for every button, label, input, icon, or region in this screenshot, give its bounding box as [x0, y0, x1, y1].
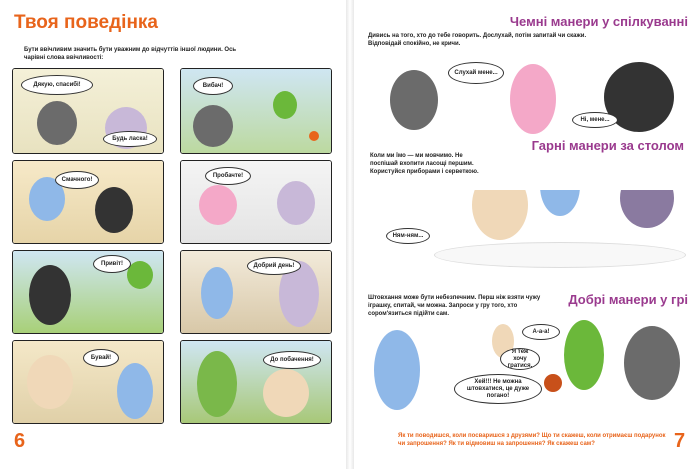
- speech-bubble: Привіт!: [93, 255, 131, 273]
- section-text: Штовхання може бути небезпечним. Перш ніж взяти чужу іграшку, спитай, чи можна. Запроси у гру того, хто сором'язиться підійти сам.: [368, 295, 541, 317]
- comic-panel-2: [180, 68, 332, 154]
- left-page: [0, 0, 346, 469]
- ball-icon: [309, 131, 319, 141]
- speech-bubble: Ням-ням...: [386, 228, 430, 244]
- crow-character: [29, 265, 71, 325]
- section-title: Гарні манери за столом: [531, 138, 684, 153]
- frog-character: [273, 91, 297, 119]
- sheep-character: [620, 190, 674, 228]
- cat-character: [624, 326, 680, 400]
- intro-text: Бути ввічливим значить бути уважним до відчуттів іншої людини. Ось чарівні слова ввічливості:: [24, 47, 237, 61]
- comic-panel-7: [12, 340, 164, 424]
- page-number: 6: [14, 430, 26, 452]
- frog-character: [564, 320, 604, 390]
- speech-bubble: Ні, мене...: [572, 112, 618, 128]
- illustration-communication: [364, 50, 690, 140]
- page-title: Твоя поведінка: [14, 12, 159, 33]
- cat-character: [193, 105, 233, 147]
- speech-bubble: Вибач!: [193, 77, 233, 95]
- speech-bubble: Дякую, спасибі!: [21, 75, 93, 95]
- pig-character: [199, 185, 237, 225]
- grandma-sheep-character: [277, 181, 315, 225]
- speech-bubble: Смачного!: [55, 171, 99, 189]
- rabbit-character: [117, 363, 153, 419]
- illustration-table: [364, 190, 690, 280]
- ball-icon: [544, 374, 562, 392]
- comic-panel-5: [12, 250, 164, 334]
- comic-panel-6: [180, 250, 332, 334]
- section-text: Дивись на того, хто до тебе говорить. Дослухай, потім запитай чи скажи. Відповідай спокійно, не кричи.: [368, 33, 587, 47]
- speech-bubble: Пробачте!: [205, 167, 251, 185]
- section-text: Коли ми їмо — ми мовчимо. Не поспішай вхопити ласощі першим. Користуйся приборами і серветкою.: [370, 153, 479, 175]
- mouse-character: [27, 355, 73, 409]
- comic-panel-4: [180, 160, 332, 244]
- comic-panel-3: [12, 160, 164, 244]
- pig-character: [510, 64, 556, 134]
- speech-bubble: А-а-а!: [522, 324, 560, 340]
- dining-table: [434, 242, 686, 268]
- illustration-game: [354, 320, 700, 426]
- comic-panel-1: [12, 68, 164, 154]
- crow-character: [95, 187, 133, 233]
- speech-bubble: Слухай мене...: [448, 62, 504, 84]
- section-title: Чемні манери у спілкуванні: [509, 14, 688, 29]
- right-page: [354, 0, 700, 469]
- section-title: Добрі манери у грі: [568, 292, 688, 307]
- rabbit-character: [201, 267, 233, 319]
- speech-bubble: Бувай!: [83, 349, 119, 367]
- reflection-question: Як ти поводишся, коли посваришся з друзями? Що ти скажеш, коли отримаєш подарунок чи запрошення? Як ти відмовиш на запрошення? Як скажеш сам?: [398, 433, 666, 447]
- speech-bubble: Я теж хочу гратися.: [500, 348, 540, 370]
- frog-gardener-character: [197, 351, 237, 417]
- speech-bubble: Хей!!! Не можна штовхатися, це дуже погано!: [454, 374, 542, 404]
- frog-character: [127, 261, 153, 289]
- speech-bubble: Добрий день!: [247, 257, 301, 275]
- mouse-character: [472, 190, 528, 240]
- rabbit-character: [374, 330, 420, 410]
- cat-character: [390, 70, 438, 130]
- cat-character: [37, 101, 77, 145]
- book-gutter: [346, 0, 354, 469]
- comic-panel-8: [180, 340, 332, 424]
- page-number: 7: [674, 430, 686, 452]
- speech-bubble: До побачення!: [263, 351, 321, 369]
- mouse-character: [263, 369, 309, 417]
- speech-bubble: Будь ласка!: [103, 131, 157, 147]
- rabbit-character: [540, 190, 580, 216]
